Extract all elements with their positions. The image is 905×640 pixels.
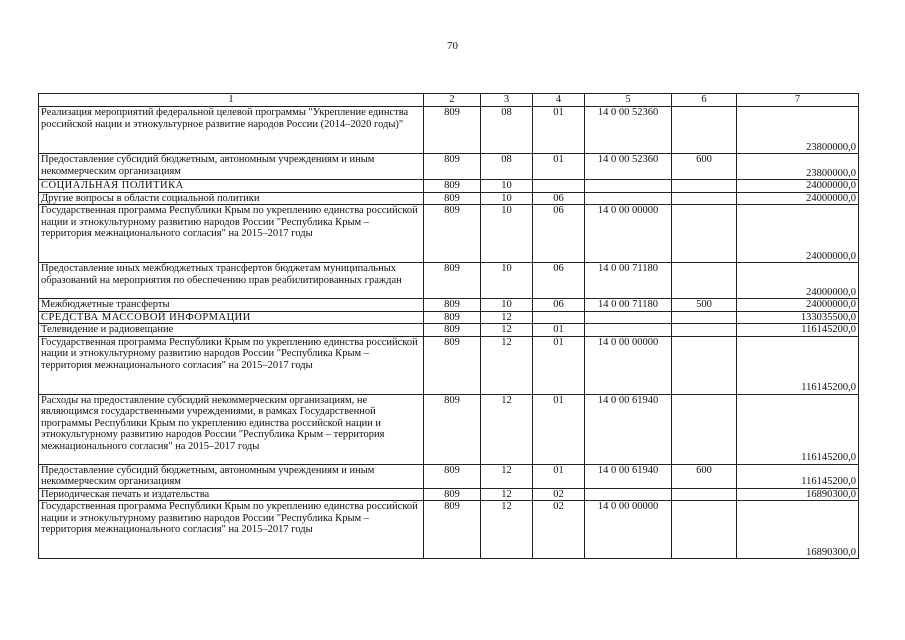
row-col-6 <box>672 501 737 559</box>
row-col-6 <box>672 180 737 193</box>
row-amount: 24000000,0 <box>737 299 859 312</box>
row-name: СОЦИАЛЬНАЯ ПОЛИТИКА <box>39 180 424 193</box>
table-row <box>39 299 859 312</box>
row-amount: 116145200,0 <box>737 336 859 394</box>
row-col-2: 809 <box>424 205 481 263</box>
row-col-5: 14 0 00 52360 <box>585 107 672 154</box>
row-name: Другие вопросы в области социальной политики <box>39 192 424 205</box>
row-col-4: 06 <box>533 192 585 205</box>
row-name: Межбюджетные трансферты <box>39 299 424 312</box>
row-col-4: 02 <box>533 488 585 501</box>
budget-table <box>38 93 859 559</box>
row-name: Государственная программа Республики Крым по укреплению единства российской нации и этнокультурному развитию народов России "Республика Крым – территория межнационального согласия" на 2015–2017 годы <box>39 205 424 263</box>
row-amount: 24000000,0 <box>737 180 859 193</box>
row-col-5: 14 0 00 61940 <box>585 464 672 488</box>
row-col-3: 10 <box>481 192 533 205</box>
row-col-2: 809 <box>424 311 481 324</box>
row-col-2: 809 <box>424 488 481 501</box>
row-col-6 <box>672 205 737 263</box>
row-col-4: 01 <box>533 394 585 464</box>
row-col-3: 12 <box>481 464 533 488</box>
row-col-6 <box>672 324 737 337</box>
row-col-4: 01 <box>533 464 585 488</box>
table-row <box>39 263 859 299</box>
row-col-5: 14 0 00 00000 <box>585 336 672 394</box>
table-row <box>39 205 859 263</box>
row-amount: 24000000,0 <box>737 205 859 263</box>
row-col-5 <box>585 488 672 501</box>
row-col-5 <box>585 324 672 337</box>
row-col-6 <box>672 394 737 464</box>
row-col-4: 01 <box>533 336 585 394</box>
row-col-3: 08 <box>481 107 533 154</box>
row-col-4: 01 <box>533 324 585 337</box>
table-row <box>39 324 859 337</box>
row-name: СРЕДСТВА МАССОВОЙ ИНФОРМАЦИИ <box>39 311 424 324</box>
row-col-2: 809 <box>424 180 481 193</box>
row-col-5 <box>585 311 672 324</box>
row-col-6 <box>672 311 737 324</box>
row-col-6 <box>672 107 737 154</box>
column-header-3: 3 <box>481 94 533 107</box>
column-header-4: 4 <box>533 94 585 107</box>
row-col-4: 06 <box>533 299 585 312</box>
row-col-6: 600 <box>672 154 737 180</box>
row-col-3: 10 <box>481 299 533 312</box>
row-name: Предоставление субсидий бюджетным, автономным учреждениям и иным некоммерческим организациям <box>39 154 424 180</box>
row-col-5 <box>585 180 672 193</box>
row-amount: 116145200,0 <box>737 394 859 464</box>
row-name: Реализация мероприятий федеральной целевой программы "Укрепление единства российской нации и этнокультурное развитие народов России (2014–2020 годы)" <box>39 107 424 154</box>
row-amount: 23800000,0 <box>737 154 859 180</box>
header-row <box>39 94 859 107</box>
row-col-5: 14 0 00 52360 <box>585 154 672 180</box>
row-col-2: 809 <box>424 107 481 154</box>
row-amount: 116145200,0 <box>737 324 859 337</box>
row-col-4: 01 <box>533 107 585 154</box>
table-row <box>39 394 859 464</box>
row-col-6 <box>672 488 737 501</box>
row-col-5: 14 0 00 61940 <box>585 394 672 464</box>
row-name: Расходы на предоставление субсидий некоммерческим организациям, не являющимся государственными учреждениями, в рамках Государственной программы Республики Крым по укреплению единства российской нации и этнокультурному развитию народов России "Республика Крым – территория межнационального согласия" на 2015–2017 годы <box>39 394 424 464</box>
row-col-3: 12 <box>481 488 533 501</box>
table-row <box>39 488 859 501</box>
column-header-7: 7 <box>737 94 859 107</box>
row-amount: 16890300,0 <box>737 501 859 559</box>
row-col-6 <box>672 263 737 299</box>
column-header-5: 5 <box>585 94 672 107</box>
row-col-4 <box>533 180 585 193</box>
row-col-6 <box>672 192 737 205</box>
row-name: Телевидение и радиовещание <box>39 324 424 337</box>
row-col-3: 10 <box>481 205 533 263</box>
page-number: 70 <box>447 40 458 52</box>
row-col-2: 809 <box>424 263 481 299</box>
row-col-5 <box>585 192 672 205</box>
table-row <box>39 311 859 324</box>
row-col-3: 12 <box>481 324 533 337</box>
row-amount: 23800000,0 <box>737 107 859 154</box>
row-col-2: 809 <box>424 299 481 312</box>
row-col-4: 02 <box>533 501 585 559</box>
row-col-6 <box>672 336 737 394</box>
row-col-3: 12 <box>481 311 533 324</box>
row-col-3: 10 <box>481 180 533 193</box>
table-row <box>39 107 859 154</box>
table-row <box>39 501 859 559</box>
column-header-2: 2 <box>424 94 481 107</box>
row-col-2: 809 <box>424 192 481 205</box>
table-row <box>39 192 859 205</box>
row-col-2: 809 <box>424 501 481 559</box>
row-name: Государственная программа Республики Крым по укреплению единства российской нации и этнокультурному развитию народов России "Республика Крым – территория межнационального согласия" на 2015–2017 годы <box>39 501 424 559</box>
row-col-2: 809 <box>424 154 481 180</box>
row-col-4 <box>533 311 585 324</box>
row-name: Периодическая печать и издательства <box>39 488 424 501</box>
row-col-6: 500 <box>672 299 737 312</box>
row-amount: 133035500,0 <box>737 311 859 324</box>
row-amount: 24000000,0 <box>737 263 859 299</box>
row-amount: 24000000,0 <box>737 192 859 205</box>
row-col-3: 10 <box>481 263 533 299</box>
row-name: Предоставление иных межбюджетных трансфертов бюджетам муниципальных образований на мероприятия по обеспечению прав реабилитированных граждан <box>39 263 424 299</box>
column-header-6: 6 <box>672 94 737 107</box>
table-body <box>39 107 859 559</box>
row-col-2: 809 <box>424 464 481 488</box>
row-amount: 16890300,0 <box>737 488 859 501</box>
row-col-6: 600 <box>672 464 737 488</box>
row-col-5: 14 0 00 71180 <box>585 263 672 299</box>
table-row <box>39 336 859 394</box>
row-col-4: 01 <box>533 154 585 180</box>
row-col-2: 809 <box>424 394 481 464</box>
row-name: Предоставление субсидий бюджетным, автономным учреждениям и иным некоммерческим организациям <box>39 464 424 488</box>
table-row <box>39 180 859 193</box>
row-name: Государственная программа Республики Крым по укреплению единства российской нации и этнокультурному развитию народов России "Республика Крым – территория межнационального согласия" на 2015–2017 годы <box>39 336 424 394</box>
column-header-1: 1 <box>39 94 424 107</box>
row-col-5: 14 0 00 71180 <box>585 299 672 312</box>
table-row <box>39 154 859 180</box>
row-col-4: 06 <box>533 263 585 299</box>
row-col-3: 08 <box>481 154 533 180</box>
row-col-5: 14 0 00 00000 <box>585 501 672 559</box>
table-row <box>39 464 859 488</box>
row-col-2: 809 <box>424 324 481 337</box>
row-col-3: 12 <box>481 336 533 394</box>
row-col-3: 12 <box>481 501 533 559</box>
row-col-2: 809 <box>424 336 481 394</box>
row-col-3: 12 <box>481 394 533 464</box>
row-col-5: 14 0 00 00000 <box>585 205 672 263</box>
row-col-4: 06 <box>533 205 585 263</box>
row-amount: 116145200,0 <box>737 464 859 488</box>
